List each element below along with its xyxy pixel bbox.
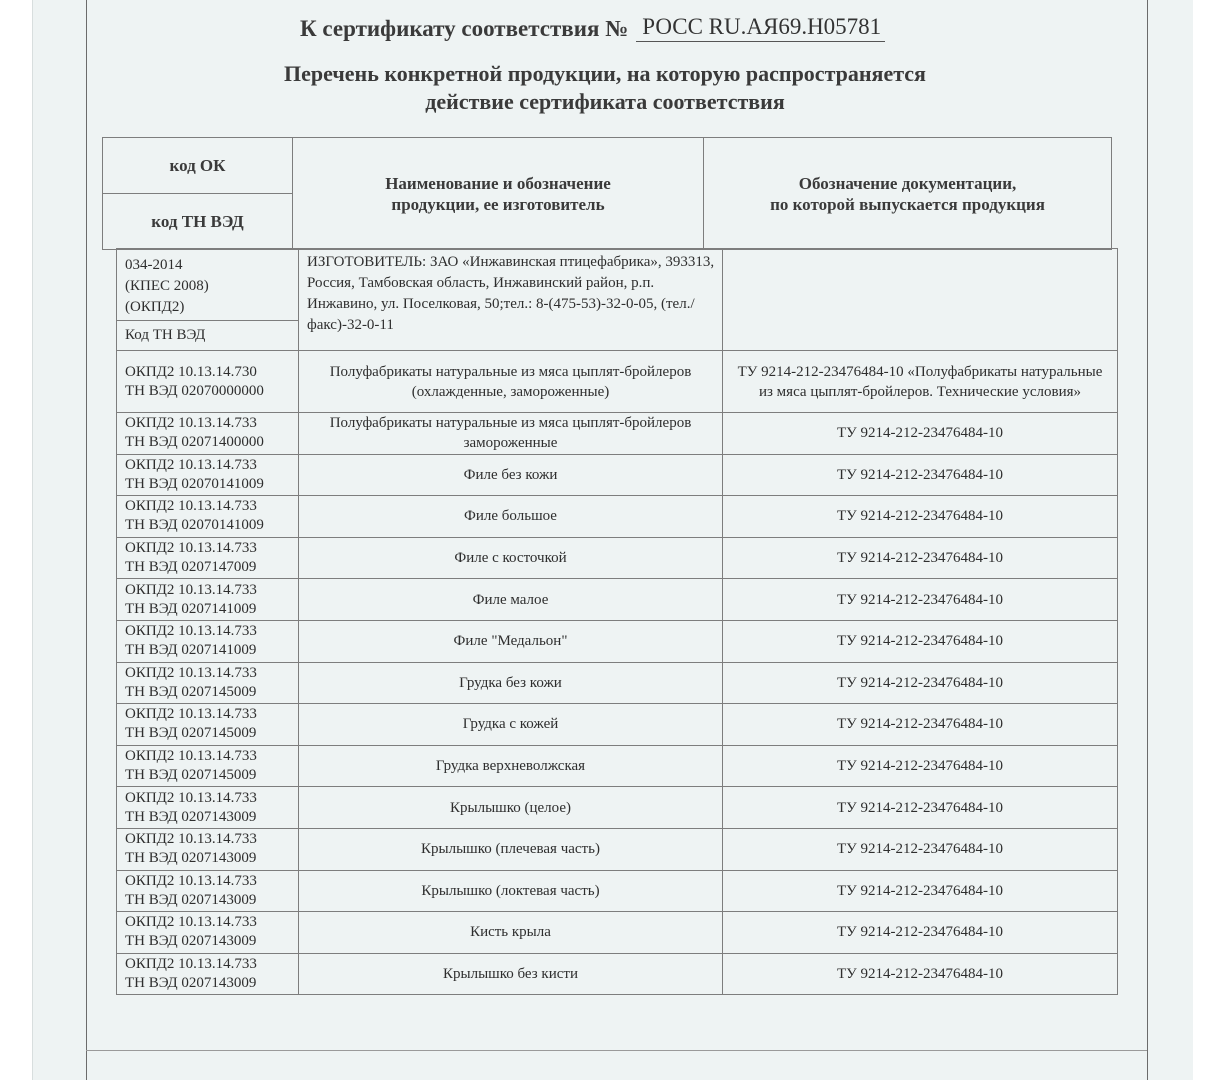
product-name: Полуфабрикаты натуральные из мяса цыплят-бройлеров замороженные xyxy=(299,413,723,455)
table-row xyxy=(117,537,1118,579)
tnved-code: ТН ВЭД 0207141009 xyxy=(125,642,257,659)
okpd-code: ОКПД2 10.13.14.733 xyxy=(125,872,257,889)
product-documentation: ТУ 9214-212-23476484-10 xyxy=(723,454,1118,496)
product-name: Крылышко (плечевая часть) xyxy=(299,828,723,870)
frame-right-line xyxy=(1147,0,1148,1080)
product-name: Крылышко (локтевая часть) xyxy=(299,870,723,912)
table-row xyxy=(117,662,1118,704)
okpd-code: ОКПД2 10.13.14.733 xyxy=(125,706,257,723)
product-code-cell xyxy=(117,537,299,579)
product-documentation: ТУ 9214-212-23476484-10 xyxy=(723,537,1118,579)
tnved-code: ТН ВЭД 0207147009 xyxy=(125,559,257,576)
product-name: Грудка без кожи xyxy=(299,662,723,704)
okpd-code: ОКПД2 10.13.14.733 xyxy=(125,581,257,598)
product-name: Крылышко без кисти xyxy=(299,953,723,995)
product-documentation: ТУ 9214-212-23476484-10 xyxy=(723,745,1118,787)
tnved-code: ТН ВЭД 02071400000 xyxy=(125,434,264,451)
okpd-code: ОКПД2 10.13.14.733 xyxy=(125,456,257,473)
tnved-code: ТН ВЭД 02070141009 xyxy=(125,475,264,492)
table-row xyxy=(117,745,1118,787)
okpd-code-line-2: (КПЕС 2008) xyxy=(125,278,209,294)
product-code-cell xyxy=(117,662,299,704)
header-documentation-line-2: по которой выпускается продукция xyxy=(770,194,1045,214)
product-name: Грудка с кожей xyxy=(299,704,723,746)
table-row xyxy=(117,787,1118,829)
tnved-code: ТН ВЭД 0207141009 xyxy=(125,600,257,617)
frame-left-line xyxy=(86,0,87,1080)
tnved-code: ТН ВЭД 0207143009 xyxy=(125,975,257,992)
tnved-code: ТН ВЭД 0207143009 xyxy=(125,850,257,867)
product-name: Кисть крыла xyxy=(299,912,723,954)
okpd-code-line-3: (ОКПД2) xyxy=(125,299,185,315)
product-documentation: ТУ 9214-212-23476484-10 xyxy=(723,620,1118,662)
product-documentation: ТУ 9214-212-23476484-10 xyxy=(723,787,1118,829)
manufacturer-doc xyxy=(723,249,1118,351)
product-documentation: ТУ 9214-212-23476484-10 xyxy=(723,413,1118,455)
product-documentation: ТУ 9214-212-23476484-10 xyxy=(723,953,1118,995)
frame-bottom-line xyxy=(86,1050,1147,1051)
table-row xyxy=(117,912,1118,954)
header-documentation xyxy=(704,138,1112,250)
product-documentation: ТУ 9214-212-23476484-10 xyxy=(723,870,1118,912)
okpd-code: ОКПД2 10.13.14.733 xyxy=(125,415,257,432)
manufacturer-row xyxy=(117,249,1118,351)
product-name: Полуфабрикаты натуральные из мяса цыплят-бройлеров (охлажденные, замороженные) xyxy=(299,351,723,413)
okpd-code: ОКПД2 10.13.14.733 xyxy=(125,623,257,640)
product-code-cell xyxy=(117,351,299,413)
table-row xyxy=(117,579,1118,621)
okpd-code: ОКПД2 10.13.14.733 xyxy=(125,914,257,931)
header-documentation-line-1: Обозначение документации, xyxy=(798,173,1017,193)
okpd-code-line-1: 034-2014 xyxy=(125,257,183,273)
table-row xyxy=(117,870,1118,912)
header-tnved-code: код ТН ВЭД xyxy=(103,194,293,250)
tnved-code: ТН ВЭД 02070141009 xyxy=(125,517,264,534)
okpd-code: ОКПД2 10.13.14.730 xyxy=(125,363,257,380)
product-name: Крылышко (целое) xyxy=(299,787,723,829)
tnved-code: ТН ВЭД 0207145009 xyxy=(125,725,257,742)
product-code-cell xyxy=(117,454,299,496)
table-row xyxy=(117,953,1118,995)
manufacturer-info: ИЗГОТОВИТЕЛЬ: ЗАО «Инжавинская птицефабрика», 393313, Россия, Тамбовская область, Инжавинский район, р.п. Инжавино, ул. Поселковая, 50;тел.: 8-(475-53)-32-0-05, (тел./факс)-32-0-11 xyxy=(299,249,723,351)
tnved-code: ТН ВЭД 02070000000 xyxy=(125,382,264,399)
tnved-code: ТН ВЭД 0207143009 xyxy=(125,808,257,825)
table-row xyxy=(117,496,1118,538)
tnved-code: ТН ВЭД 0207145009 xyxy=(125,683,257,700)
table-row xyxy=(117,620,1118,662)
okpd-code: ОКПД2 10.13.14.733 xyxy=(125,831,257,848)
header-product-name xyxy=(293,138,704,250)
table-row xyxy=(117,828,1118,870)
product-documentation: ТУ 9214-212-23476484-10 xyxy=(723,579,1118,621)
manufacturer-code-cell xyxy=(117,249,299,351)
okpd-code: ОКПД2 10.13.14.733 xyxy=(125,664,257,681)
tnved-code: ТН ВЭД 0207143009 xyxy=(125,891,257,908)
product-documentation: ТУ 9214-212-23476484-10 xyxy=(723,496,1118,538)
product-documentation: ТУ 9214-212-23476484-10 xyxy=(723,704,1118,746)
product-code-cell xyxy=(117,704,299,746)
product-documentation: ТУ 9214-212-23476484-10 xyxy=(723,912,1118,954)
certificate-reference xyxy=(300,6,885,42)
product-name: Филе с косточкой xyxy=(299,537,723,579)
okpd-code: ОКПД2 10.13.14.733 xyxy=(125,748,257,765)
product-name: Филе малое xyxy=(299,579,723,621)
product-name: Филе "Медальон" xyxy=(299,620,723,662)
subtitle-line-1: Перечень конкретной продукции, на которую распространяется xyxy=(284,61,926,86)
certificate-prefix: К сертификату соответствия № xyxy=(300,16,629,41)
tnved-code: ТН ВЭД 0207143009 xyxy=(125,933,257,950)
manufacturer-tnved-label: Код ТН ВЭД xyxy=(125,327,206,343)
product-code-cell xyxy=(117,870,299,912)
product-code-cell xyxy=(117,496,299,538)
subtitle-line-2: действие сертификата соответствия xyxy=(425,89,785,114)
table-row xyxy=(117,351,1118,413)
table-row xyxy=(117,413,1118,455)
product-code-cell xyxy=(117,953,299,995)
product-documentation: ТУ 9214-212-23476484-10 «Полуфабрикаты натуральные из мяса цыплят-бройлеров. Технические условия» xyxy=(723,351,1118,413)
product-code-cell xyxy=(117,828,299,870)
product-code-cell xyxy=(117,413,299,455)
table-header xyxy=(102,137,1112,250)
product-code-cell xyxy=(117,745,299,787)
okpd-code: ОКПД2 10.13.14.733 xyxy=(125,498,257,515)
okpd-code: ОКПД2 10.13.14.733 xyxy=(125,956,257,973)
product-name: Филе без кожи xyxy=(299,454,723,496)
header-product-name-line-1: Наименование и обозначение xyxy=(385,173,611,193)
products-table xyxy=(116,248,1118,995)
manufacturer-okpd-code xyxy=(117,251,298,321)
tnved-code: ТН ВЭД 0207145009 xyxy=(125,767,257,784)
product-code-cell xyxy=(117,620,299,662)
table-row xyxy=(117,454,1118,496)
product-documentation: ТУ 9214-212-23476484-10 xyxy=(723,662,1118,704)
product-code-cell xyxy=(117,787,299,829)
product-name: Филе большое xyxy=(299,496,723,538)
product-name: Грудка верхневолжская xyxy=(299,745,723,787)
table-row xyxy=(117,704,1118,746)
document-subtitle xyxy=(200,60,1010,116)
header-ok-code: код ОК xyxy=(103,138,293,194)
okpd-code: ОКПД2 10.13.14.733 xyxy=(125,540,257,557)
product-code-cell xyxy=(117,912,299,954)
okpd-code: ОКПД2 10.13.14.733 xyxy=(125,789,257,806)
certificate-number: РОСС RU.АЯ69.Н05781 xyxy=(636,14,885,42)
header-product-name-line-2: продукции, ее изготовитель xyxy=(391,194,605,214)
product-documentation: ТУ 9214-212-23476484-10 xyxy=(723,828,1118,870)
product-code-cell xyxy=(117,579,299,621)
